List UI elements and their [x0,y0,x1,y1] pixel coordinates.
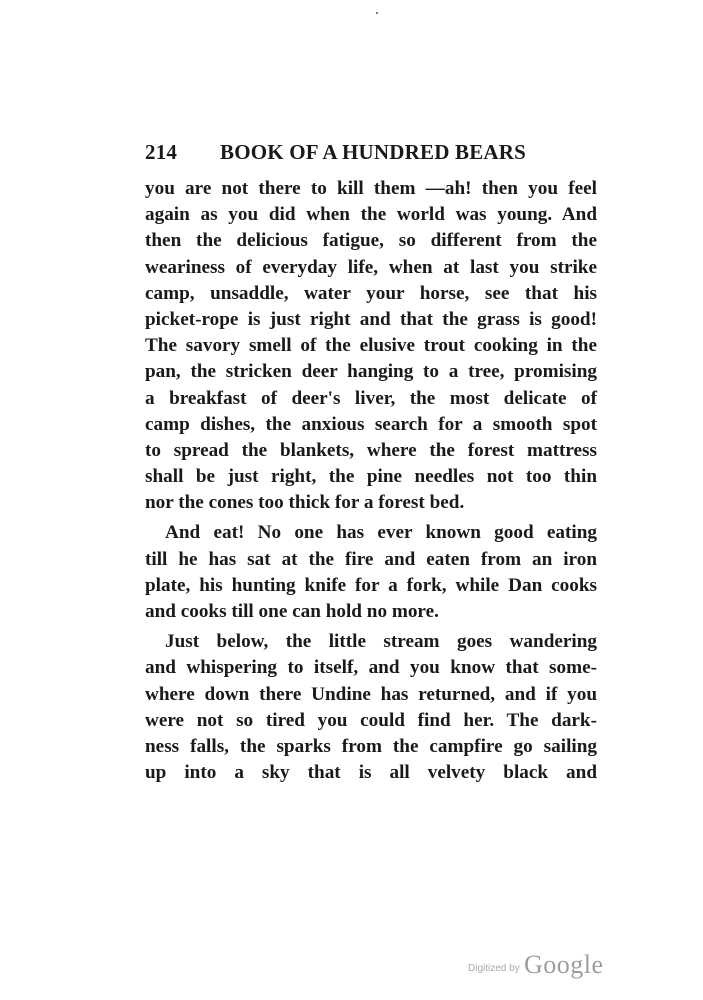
text-line: till he has sat at the fire and eaten from an iron [145,548,597,570]
text-line: a breakfast of deer's liver, the most delicate of [145,387,597,409]
google-logo: Google [524,950,604,979]
text-line: plate, his hunting knife for a fork, while Dan cooks [145,574,597,596]
page-number: 214 [145,140,178,164]
text-line: to spread the blankets, where the forest mattress [145,439,597,461]
digitized-by-google-watermark [468,950,618,982]
text-line: Just below, the little stream goes wandering [165,631,597,653]
text-line: where down there Undine has returned, and if you [145,683,597,705]
text-line: And eat! No one has ever known good eating [165,522,597,544]
text-line: were not so tired you could find her. The dark- [145,709,597,731]
text-line: camp, unsaddle, water your horse, see that his [145,282,597,304]
watermark-prefix: Digitized by [468,963,520,974]
text-line: picket-rope is just right and that the grass is good! [145,308,597,330]
text-line: and cooks till one can hold no more. [145,601,439,622]
text-line: pan, the stricken deer hanging to a tree, promising [145,361,597,383]
body-text [145,176,597,786]
text-line: The savory smell of the elusive trout cooking in the [145,335,597,357]
print-speck [376,12,378,14]
text-line: again as you did when the world was young. And [145,204,597,226]
text-line: and whispering to itself, and you know that some- [145,657,597,679]
text-line: you are not there to kill them —ah! then you feel [145,178,597,199]
text-line: shall be just right, the pine needles not too thin [145,466,597,488]
text-line: up into a sky that is all velvety black and [145,762,597,784]
running-header [145,140,605,170]
text-line: then the delicious fatigue, so different from the [145,230,597,252]
text-line: nor the cones too thick for a forest bed. [145,492,465,514]
running-title: BOOK OF A HUNDRED BEARS [220,140,527,164]
text-line: camp dishes, the anxious search for a smooth spot [145,413,597,435]
text-line: weariness of everyday life, when at last you strike [145,256,597,278]
text-line: ness falls, the sparks from the campfire go sailing [145,735,597,757]
